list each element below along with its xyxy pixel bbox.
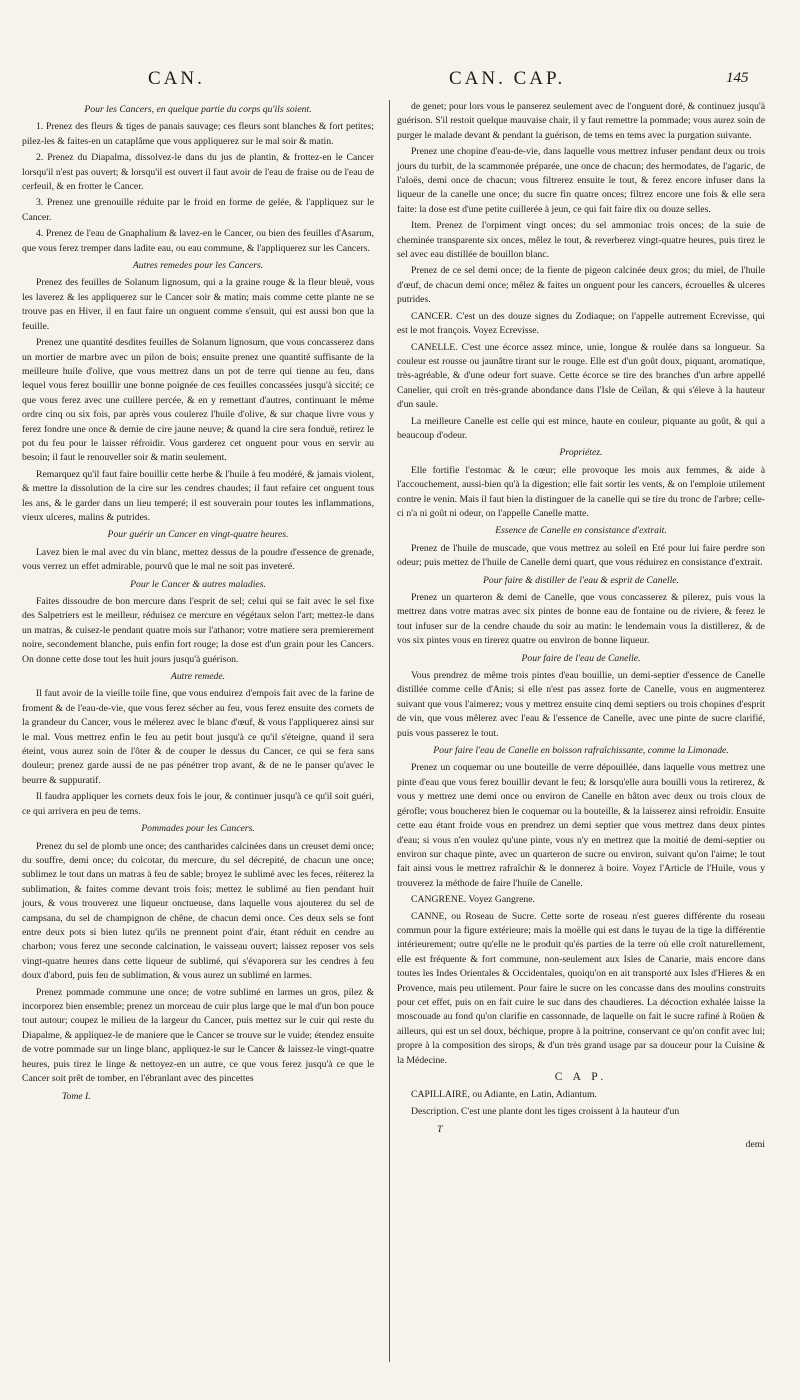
entry-canne: CANNE, ou Roseau de Sucre. Cette sorte de roseau n'est gueres différente du roseau commun pour la figure extérieure; mais la moëlle qui est dans le tuyau de la tige la différentie intérieurement; outre qu'elle ne le produit qu'és parties de la terre où elle croît naturellement, elle est fréquente & fort commune, non-seulement aux Isles de Canarie, mais encore dans toutes les Indes Orientales & Occidentales, quoiqu'on en ait transporté aux Isles d'Hieres & en Provence, mais peu utilement. Pour faire le sucre on les concasse dans des moulins construits pour cet effet, puis on en fait cuire le suc dans des chaudieres. La décoction exhalée laisse la moscouade au fond qu'on clarifie en cassonnade, de laquelle on fait le sucre rafiné à Roüen & ailleurs, qui est un sel doux, béchique, propre à la poitrine, conservant ce qu'on confit avec lui; propre à la composition des sirops, & d'un très grand usage par sa douceur pour la Cuisine & la Médecine.: [397, 910, 765, 1066]
paragraph: 2. Prenez du Diapalma, dissolvez-le dans du jus de plantin, & frottez-en le Cancer lorsqu'il n'est pas ouvert; & lorsqu'il est ouvert il faut avoir de l'eau de fraise ou de l'eau de cerfeuil, & en frotter le Cancer.: [22, 152, 374, 193]
catchword: demi: [745, 1138, 765, 1150]
section-heading: Pour faire & distiller de l'eau & esprit de Canelle.: [483, 574, 679, 586]
paragraph: 1. Prenez des fleurs & tiges de panais sauvage; ces fleurs sont blanches & fort petites; pilez-les & faites-en un cataplâme que vous appliquerez sur le mal soir & matin.: [22, 121, 374, 147]
entry-cangrene: CANGRENE. Voyez Gangrene.: [411, 894, 535, 906]
signature-mark: Tome I.: [62, 1091, 91, 1103]
paragraph: Il faudra appliquer les cornets deux fois le jour, & continuer jusqu'à ce qu'il soit guéri, ce qui arrivera en peu de tems.: [22, 791, 374, 817]
section-heading: Pour faire de l'eau de Canelle.: [521, 652, 641, 664]
section-heading: Autre remede.: [170, 671, 226, 683]
column-divider: [389, 100, 390, 1362]
running-head-right: CAN. CAP.: [449, 68, 566, 89]
paragraph: Prenez un quarteron & demi de Canelle, que vous concasserez & pilerez, puis vous la mettrez dans votre matras avec six pintes de bonne eau de fontaine ou de riviere, & ferez le tout infuser sur de la cendre chaude du soir au matin: le lendemain vous la distillerez, & de vos six pintes vous en tirerez quatre ou environ de bonne liqueur.: [397, 592, 765, 647]
entry-capillaire: CAPILLAIRE, ou Adiante, en Latin, Adiantum.: [411, 1089, 597, 1101]
entry-cancer: CANCER. C'est un des douze signes du Zodiaque; on l'appelle autrement Ecrevisse, qui est le mot françois. Voyez Ecrevisse.: [397, 310, 765, 337]
paragraph: La meilleure Canelle est celle qui est mince, haute en couleur, piquante au goût, & qui a beaucoup d'odeur.: [397, 415, 765, 441]
paragraph: Faites dissoudre de bon mercure dans l'esprit de sel; celui qui se fait avec le sel fixe des Salpetriers est le meilleur, réduisez ce mercure en végétaux selon l'art; mettez-le dans un matras, & cuisez-le pendant quatre mois sur l'athanor; votre matiere sera premierement noire, secondement blanche, puis enfin fort rouge; la dose est d'un grain pour les Cancers. On donne cette dose tout les huit jours jusqu'à guérison.: [22, 596, 374, 665]
section-heading: Essence de Canelle en consistance d'extrait.: [495, 525, 667, 537]
paragraph: Il faut avoir de la vieille toile fine, que vous enduirez d'empois fait avec de la farine de froment & de l'eau-de-vie, que vous ferez sécher au feu, vous ferez ensuite des cornets de la grandeur du Cancer, vous le mélerez avec le blanc d'œuf, & vous l'appliquerez ainsi sur le mal. Vous mettrez enfin le feu au petit bout jusqu'à ce qu'il s'éteigne, quand il sera éteint, vous aurez soin de l'ôter & de couper le dessus du Cancer, ce qui se fera sans douleur; prenez garde aussi de ne pas pénétrer trop avant, & de ne le panser qu'avec le beurre & suppuratif.: [22, 688, 374, 786]
paragraph: Prenez une chopine d'eau-de-vie, dans laquelle vous mettrez infuser pendant deux ou trois jours du turbit, de la scammonée préparée, une once de chacun; des hermodates, de l'agaric, de l'aloës, demi once de chacun; vous filtrerez ensuite le tout, & ferez encore infuser dans la liqueur de la canelle une once; du sucre fin quatre onces; filtrez encore une fois & elle sera faite: la dose est d'une petite cuillerée à jeun, ce qui fait faire dix ou douze selles.: [397, 146, 765, 215]
section-heading: Pour le Cancer & autres maladies.: [130, 578, 266, 590]
left-column: [22, 100, 374, 1105]
paragraph: Elle fortifie l'estomac & le cœur; elle provoque les mois aux femmes, & aide à l'accouchement, aussi-bien qu'à la digestion; elle fait sortir les vents, & on l'emploie utilement contre le venin. Mais il faut bien la distinguer de la canelle qui se tire du tronc de l'arbre; celle-ci n'a ni goût ni odeur, on l'appelle Canelle matte.: [397, 464, 765, 519]
paragraph: 3. Prenez une grenouille réduite par le froid en forme de gelée, & l'appliquez sur le Cancer.: [22, 197, 374, 223]
paragraph: Prenez du sel de plomb une once; des cantharides calcinées dans un creuset demi once; du souffre, demi once; du colcotar, du mercure, du sel décrepité, de chacun une once; sublimez le tout dans un matras à feu de sable; broyez le sublimé avec les feces, réiterez la sublimation, & faites comme devant trois fois; mettez le sublimé au fien pendant huit jours, & vous trouverez une liqueur onctueuse, dans laquelle vous ajouterez du sel de campsana, du sel de champignon de chêne, de chacun demi once. Ces deux sels se font entre deux pots si bien lutez qu'ils ne prennent point d'air, étant réduit en cendre au charbon; vous ferez une seconde calcination, le vaisseau ouvert; laissez reposer vos sels vingt-quatre heures dans cette liqueur de sublimé, qui s'évaporera sur les cendres à feu doux d'abord, puis feu de sublimation, & vous aurez un sublimé en larmes.: [22, 840, 374, 982]
section-heading: Pour les Cancers, en quelque partie du corps qu'ils soient.: [84, 104, 312, 115]
paragraph: de genet; pour lors vous le panserez seulement avec de l'onguent doré, & continuez jusqu'à guérison. S'il restoit quelque mauvaise chair, il y faut remettre la pommade; vous aurez soin de purger le malade devant & pendant la guérison, de tems en tems avec la purgation suivante.: [397, 101, 765, 141]
section-heading: Pour guérir un Cancer en vingt-quatre heures.: [107, 529, 289, 541]
paragraph: Prenez de ce sel demi once; de la fiente de pigeon calcinée deux gros; du miel, de l'huile d'œuf, de chacun demi once; mêlez & faites un onguent pour les cancers, écrouelles & ulceres putrides.: [397, 265, 765, 306]
running-head-left: CAN.: [148, 68, 205, 89]
page-number: 145: [726, 70, 749, 86]
section-heading: Pommades pour les Cancers.: [141, 823, 255, 835]
paragraph: Vous prendrez de même trois pintes d'eau bouillie, un demi-septier d'essence de Canelle distillée comme celle d'Anis; si elle n'est pas assez forte de Canelle, vous en augmenterez suivant que vous l'aimerez; vous y mettrez ensuite cinq demi septiers ou trois chopines d'esprit de vin, que vous mêlerez avec l'eau & l'essence de Canelle, avec une pinte de sucre clarifié, puis vous passerez le tout.: [397, 670, 765, 739]
signature-mark: T: [437, 1124, 443, 1136]
section-heading: Autres remedes pour les Cancers.: [132, 260, 264, 272]
paragraph: 4. Prenez de l'eau de Gnaphalium & lavez-en le Cancer, ou bien des feuilles d'Asarum, que vous ferez tremper dans ladite eau, ou eau commune, & l'appliquerez sur les Cancers.: [22, 228, 374, 254]
paragraph: Remarquez qu'il faut faire bouillir cette herbe & l'huile à feu modéré, & jamais violent, & mettre la dissolution de la cire sur les cendres chaudes; il faut refaire cet onguent tous les ans, & le garder dans un lieu temperé; il est souverain pour toutes les inflammations, vieux ulceres, malins & putrides.: [22, 468, 374, 523]
paragraph: Prenez de l'huile de muscade, que vous mettrez au soleil en Eté pour lui faire perdre son odeur; puis mettez de l'huile de Canelle demi quart, que vous réduirez en consistance d'extrait.: [397, 542, 765, 569]
paragraph: Description. C'est une plante dont les tiges croissent à la hauteur d'un: [411, 1105, 680, 1117]
paragraph: Lavez bien le mal avec du vin blanc, mettez dessus de la poudre d'essence de grenade, vous verrez un effet admirable, pourvû que le mal ne soit pas inveteré.: [22, 546, 374, 573]
section-heading: Pour faire l'eau de Canelle en boisson rafraîchissante, comme la Limonade.: [433, 745, 729, 757]
paragraph: Prenez un coquemar ou une bouteille de verre dépouillée, dans laquelle vous mettrez une pinte d'eau que vous ferez bouillir devant le feu; & lorsqu'elle aura bouilli vous la retirerez, & vous y mettrez une demi once ou environ de Canelle en bâton avec deux ou trois cloux de gérofle; vous boucherez bien le coquemar ou la bouteille, & la laisserez ainsi refroidir. Ensuite cette eau étant froide vous en prendrez un demi septier que vous mettrez dans deux pintes d'eau; si vous n'en voulez qu'une pinte, vous n'y en mettrez que la moitié de demi-septier ou environ sur chaque pinte, avec un quarteron de sucre ou environ, suivant qu'on l'aime; le tout fait ainsi vous le mettrez rafraîchir & le donnerez à boire. Voyez l'Article de l'Huile, vous y trouverez la méthode de faire l'huile de Canelle.: [397, 762, 765, 889]
section-letter-heading: C A P.: [554, 1071, 608, 1083]
paragraph: Item. Prenez de l'orpiment vingt onces; du sel ammoniac trois onces; de la suie de cheminée transparente six onces, mêlez le tout, & reverberez vingt-quatre heures, puis tirez le sel avec eau distillée de bouillon blanc.: [397, 220, 765, 261]
paragraph: Prenez des feuilles de Solanum lignosum, qui a la graine rouge & la fleur bleuë, vous les laverez & les appliquerez sur le Cancer soir & matin; mais comme cette plante ne se trouve pas en Hiver, il en faut faire un onguent comme s'ensuit, qui est aussi bon que la feuille.: [22, 277, 374, 332]
section-heading: Propriétez.: [559, 447, 603, 459]
paragraph: Prenez pommade commune une once; de votre sublimé en larmes un gros, pilez & incorporez bien ensemble; prenez un morceau de cuir plus large que le mal d'un bon pouce tout autour; coupez le milieu de la largeur du Cancer, puis mettez sur le cuir qui reste du Diapalme, & appliquez-le de maniere que le Cancer se trouve sur le vuide; étendez ensuite de votre pommade sur un linge blanc, appliquez-le sur le Cancer & laissez-le vingt-quatre heures, puis tirez le linge & nettoyez-en un autre, ce que vous ferez jusqu'à ce que le Cancer soit prêt de tomber, en l'ébranlant avec des pincettes: [22, 986, 374, 1084]
right-column: [397, 100, 765, 1152]
entry-canelle: CANELLE. C'est une écorce assez mince, unie, longue & roulée dans sa longueur. Sa couleur est rousse ou jaunâtre tirant sur le rouge. Elle est d'un goût doux, piquant, aromatique, très-agréable, & d'une odeur fort suave. Cette écorce se tire des branches d'un arbre appellé Canelier, qui croît en très-grande abondance dans l'Isle de Ceïlan, & qui s'éleve à la hauteur d'un saule.: [397, 341, 765, 411]
paragraph: Prenez une quantité desdites feuilles de Solanum lignosum, que vous concasserez dans un mortier de marbre avec un pilon de bois; ensuite prenez une quantité suffisante de la meilleure huile d'olive, que vous mettrez dans un pot de terre qui tienne au feu, dans lequel vous ferez bouillir une bonne poignée de ces feuilles concassées jusqu'à siccité; ce que vous ferez avec une cuillere percée, & en y remettant d'autres, continuant le même ordre cinq ou six fois, par après vous coulerez l'huile d'olive, & sur chaque livre vous y ferez fondre une once & demie de cire jaune neuve; & quand la cire sera fonduë, retirez le pot du feu pour le laisser réfroidir. Vous garderez cet onguent pour vous en servir au besoin; il faut le renouveller soir & matin seulement.: [22, 337, 374, 464]
